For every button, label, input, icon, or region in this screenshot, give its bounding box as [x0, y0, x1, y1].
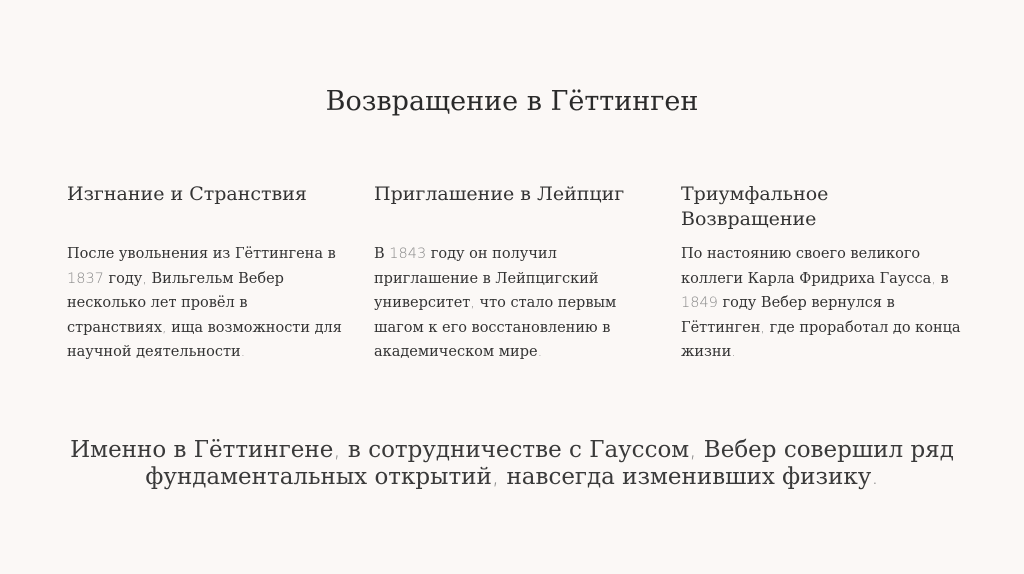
text-part: навсегда изменивших физику	[499, 464, 872, 490]
text-part: году	[103, 270, 143, 287]
year-number: 1843	[389, 246, 427, 262]
text-part: году Вебер вернулся в Гёттинген	[681, 295, 895, 336]
text-part: Вильгельм Вебер несколько лет провёл в странствиях	[67, 270, 284, 336]
period: .	[871, 464, 879, 490]
column-text-exile	[67, 242, 351, 365]
period: .	[240, 344, 246, 360]
text-part: в	[935, 270, 949, 287]
comma: ,	[689, 437, 697, 463]
column-heading-leipzig: Приглашение в Лейпциг	[374, 183, 625, 205]
text-part: Вебер совершил ряд фундаментальных открытий	[145, 437, 954, 490]
text-part: году он получил приглашение в Лейпцигский университет	[374, 246, 599, 311]
year-number: 1837	[67, 270, 104, 287]
comma: ,	[333, 437, 341, 463]
column-heading-return: Триумфальное Возвращение	[681, 183, 829, 230]
text-part: где проработал до конца жизни	[681, 319, 961, 360]
comma: ,	[162, 319, 167, 336]
period: .	[537, 344, 543, 360]
text-part: По настоянию своего великого коллеги Карла Фридриха Гаусса	[681, 246, 932, 287]
text-part: В	[374, 246, 390, 262]
column-return	[681, 182, 965, 360]
comma: ,	[142, 270, 147, 287]
columns	[67, 182, 967, 372]
period: .	[731, 344, 736, 360]
column-text-return	[681, 242, 965, 365]
slide-title: Возвращение в Гёттинген	[325, 86, 699, 117]
comma: ,	[491, 464, 500, 490]
year-number: 1849	[681, 295, 718, 311]
column-heading-exile: Изгнание и Странствия	[67, 183, 307, 205]
column-text-leipzig	[374, 242, 658, 365]
comma: ,	[470, 295, 475, 311]
text-part: в сотрудничестве с Гауссом	[340, 437, 690, 463]
text-part: что стало первым шагом к его восстановлению в академическом мире	[374, 295, 617, 360]
column-leipzig	[374, 182, 658, 360]
text-part: ища возможности для научной деятельности	[67, 319, 342, 360]
text-part: Именно в Гёттингене	[70, 437, 334, 463]
text-part: После увольнения из Гёттингена в	[67, 246, 336, 262]
comma: ,	[931, 270, 936, 287]
comma: ,	[760, 319, 766, 336]
column-exile	[67, 182, 351, 360]
summary-text	[60, 437, 964, 491]
